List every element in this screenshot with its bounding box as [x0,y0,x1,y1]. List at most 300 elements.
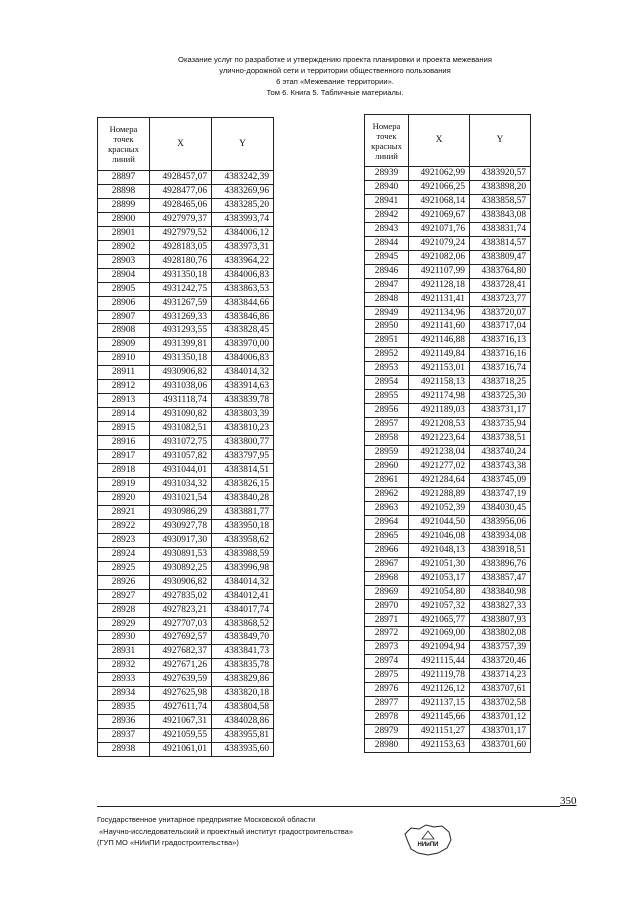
x-coordinate-cell: 4931350,18 [150,268,212,282]
point-number-cell: 28921 [98,505,150,519]
point-number-cell: 28954 [365,376,409,390]
y-coordinate-cell: 4383896,76 [470,557,531,571]
x-coordinate-cell: 4921288,89 [409,487,470,501]
coordinates-table-left [97,117,274,757]
y-coordinate-cell: 4383723,77 [470,292,531,306]
point-number-cell: 28945 [365,250,409,264]
point-number-cell: 28917 [98,450,150,464]
table-row [365,627,531,641]
x-coordinate-cell: 4927625,98 [150,687,212,701]
y-coordinate-cell: 4383964,22 [212,254,274,268]
header-line-2: улично-дорожной сети и территории общественного пользования [219,66,451,75]
x-coordinate-cell: 4927979,37 [150,212,212,226]
y-coordinate-cell: 4384006,12 [212,226,274,240]
point-number-cell: 28962 [365,487,409,501]
point-number-cell: 28920 [98,491,150,505]
y-coordinate-cell: 4383814,51 [212,464,274,478]
x-coordinate-cell: 4928465,06 [150,198,212,212]
col-header-number: Номера точек красных линий [365,115,409,167]
table-row [365,236,531,250]
x-coordinate-cell: 4921153,63 [409,739,470,753]
y-coordinate-cell: 4383835,78 [212,659,274,673]
point-number-cell: 28936 [98,715,150,729]
point-number-cell: 28953 [365,362,409,376]
table-row [365,585,531,599]
y-coordinate-cell: 4383840,98 [470,585,531,599]
point-number-cell: 28910 [98,352,150,366]
y-coordinate-cell: 4383802,08 [470,627,531,641]
table-row [365,264,531,278]
y-coordinate-cell: 4383996,98 [212,561,274,575]
org-line-3: (ГУП МО «НИиПИ градостроительства») [97,838,239,847]
y-coordinate-cell: 4383993,74 [212,212,274,226]
table-row [98,701,274,715]
point-number-cell: 28919 [98,477,150,491]
y-coordinate-cell: 4383956,06 [470,515,531,529]
y-coordinate-cell: 4383701,17 [470,725,531,739]
y-coordinate-cell: 4383918,51 [470,543,531,557]
y-coordinate-cell: 4383716,16 [470,348,531,362]
col-header-number: Номера точек красных линий [98,118,150,171]
table-row [98,645,274,659]
point-number-cell: 28904 [98,268,150,282]
x-coordinate-cell: 4921189,03 [409,404,470,418]
table-row [98,226,274,240]
y-coordinate-cell: 4383858,57 [470,194,531,208]
y-coordinate-cell: 4383702,58 [470,697,531,711]
point-number-cell: 28973 [365,641,409,655]
point-number-cell: 28960 [365,460,409,474]
x-coordinate-cell: 4921067,31 [150,715,212,729]
col-header-y: Y [212,118,274,171]
table-row [365,711,531,725]
y-coordinate-cell: 4383717,04 [470,320,531,334]
point-number-cell: 28975 [365,669,409,683]
table-row [98,268,274,282]
point-number-cell: 28918 [98,464,150,478]
table-row [98,171,274,185]
table-row [98,254,274,268]
y-coordinate-cell: 4383720,46 [470,655,531,669]
point-number-cell: 28957 [365,418,409,432]
point-number-cell: 28969 [365,585,409,599]
x-coordinate-cell: 4921052,39 [409,501,470,515]
y-coordinate-cell: 4384006,83 [212,352,274,366]
table-row [365,376,531,390]
table-row [98,464,274,478]
col-header-x: X [409,115,470,167]
y-coordinate-cell: 4383725,30 [470,390,531,404]
y-coordinate-cell: 4383841,73 [212,645,274,659]
point-number-cell: 28964 [365,515,409,529]
org-line-2: «Научно-исследовательский и проектный институт градостроительства» [99,826,353,836]
table-row [365,278,531,292]
x-coordinate-cell: 4931057,82 [150,450,212,464]
y-coordinate-cell: 4383743,38 [470,460,531,474]
x-coordinate-cell: 4921069,00 [409,627,470,641]
y-coordinate-cell: 4383828,45 [212,324,274,338]
x-coordinate-cell: 4927835,02 [150,589,212,603]
point-number-cell: 28972 [365,627,409,641]
x-coordinate-cell: 4931044,01 [150,464,212,478]
y-coordinate-cell: 4383716,13 [470,334,531,348]
point-number-cell: 28927 [98,589,150,603]
x-coordinate-cell: 4921094,94 [409,641,470,655]
x-coordinate-cell: 4927611,74 [150,701,212,715]
table-row [98,519,274,533]
y-coordinate-cell: 4383857,47 [470,571,531,585]
point-number-cell: 28965 [365,529,409,543]
table-row [98,659,274,673]
point-number-cell: 28932 [98,659,150,673]
point-number-cell: 28978 [365,711,409,725]
table-row [98,547,274,561]
y-coordinate-cell: 4383804,58 [212,701,274,715]
y-coordinate-cell: 4383747,19 [470,487,531,501]
table-row [365,655,531,669]
x-coordinate-cell: 4921071,76 [409,222,470,236]
table-row [365,446,531,460]
y-coordinate-cell: 4383757,39 [470,641,531,655]
table-row [365,515,531,529]
x-coordinate-cell: 4921054,80 [409,585,470,599]
y-coordinate-cell: 4383820,18 [212,687,274,701]
point-number-cell: 28942 [365,208,409,222]
point-number-cell: 28980 [365,739,409,753]
y-coordinate-cell: 4383958,62 [212,533,274,547]
y-coordinate-cell: 4383718,25 [470,376,531,390]
point-number-cell: 28911 [98,366,150,380]
y-coordinate-cell: 4383988,59 [212,547,274,561]
table-row [98,380,274,394]
logo-text: НИиПИ [417,842,439,848]
point-number-cell: 28976 [365,683,409,697]
x-coordinate-cell: 4928457,07 [150,171,212,185]
y-coordinate-cell: 4383716,74 [470,362,531,376]
x-coordinate-cell: 4931090,82 [150,408,212,422]
point-number-cell: 28947 [365,278,409,292]
point-number-cell: 28902 [98,240,150,254]
y-coordinate-cell: 4383863,53 [212,282,274,296]
x-coordinate-cell: 4921208,53 [409,418,470,432]
x-coordinate-cell: 4930892,25 [150,561,212,575]
table-row [98,477,274,491]
y-coordinate-cell: 4383738,51 [470,432,531,446]
point-number-cell: 28933 [98,673,150,687]
y-coordinate-cell: 4383814,57 [470,236,531,250]
x-coordinate-cell: 4921062,99 [409,167,470,181]
table-row [98,743,274,757]
point-number-cell: 28935 [98,701,150,715]
y-coordinate-cell: 4383868,52 [212,617,274,631]
x-coordinate-cell: 4921115,44 [409,655,470,669]
table-row [365,404,531,418]
table-row [98,491,274,505]
point-number-cell: 28931 [98,645,150,659]
x-coordinate-cell: 4930906,82 [150,575,212,589]
x-coordinate-cell: 4931269,33 [150,310,212,324]
x-coordinate-cell: 4921107,99 [409,264,470,278]
point-number-cell: 28924 [98,547,150,561]
point-number-cell: 28898 [98,184,150,198]
table-row [365,571,531,585]
table-row [98,729,274,743]
x-coordinate-cell: 4927671,26 [150,659,212,673]
point-number-cell: 28940 [365,180,409,194]
point-number-cell: 28955 [365,390,409,404]
col-header-x: X [150,118,212,171]
y-coordinate-cell: 4383844,66 [212,296,274,310]
point-number-cell: 28949 [365,306,409,320]
x-coordinate-cell: 4931267,59 [150,296,212,310]
y-coordinate-cell: 4383740,24 [470,446,531,460]
table-row [98,422,274,436]
point-number-cell: 28977 [365,697,409,711]
x-coordinate-cell: 4931038,06 [150,380,212,394]
point-number-cell: 28901 [98,226,150,240]
x-coordinate-cell: 4921141,60 [409,320,470,334]
x-coordinate-cell: 4921082,06 [409,250,470,264]
table-row [365,697,531,711]
y-coordinate-cell: 4383800,77 [212,436,274,450]
table-row [98,296,274,310]
y-coordinate-cell: 4383803,39 [212,408,274,422]
point-number-cell: 28941 [365,194,409,208]
table-row [365,362,531,376]
point-number-cell: 28959 [365,446,409,460]
x-coordinate-cell: 4927682,37 [150,645,212,659]
table-row [98,436,274,450]
point-number-cell: 28912 [98,380,150,394]
table-row [365,292,531,306]
point-number-cell: 28946 [365,264,409,278]
x-coordinate-cell: 4931072,75 [150,436,212,450]
x-coordinate-cell: 4927692,57 [150,631,212,645]
point-number-cell: 28938 [98,743,150,757]
table-row [365,208,531,222]
point-number-cell: 28950 [365,320,409,334]
y-coordinate-cell: 4383731,17 [470,404,531,418]
x-coordinate-cell: 4921145,66 [409,711,470,725]
table-row [365,473,531,487]
y-coordinate-cell: 4383714,23 [470,669,531,683]
x-coordinate-cell: 4921223,64 [409,432,470,446]
table-row [365,306,531,320]
table-row [365,599,531,613]
table-row [365,432,531,446]
table-row [98,505,274,519]
table-row [365,487,531,501]
table-row [365,194,531,208]
point-number-cell: 28897 [98,171,150,185]
table-row [98,324,274,338]
point-number-cell: 28944 [365,236,409,250]
y-coordinate-cell: 4383898,20 [470,180,531,194]
x-coordinate-cell: 4921079,24 [409,236,470,250]
y-coordinate-cell: 4383735,94 [470,418,531,432]
y-coordinate-cell: 4383807,93 [470,613,531,627]
point-number-cell: 28934 [98,687,150,701]
y-coordinate-cell: 4383728,41 [470,278,531,292]
y-coordinate-cell: 4383701,60 [470,739,531,753]
x-coordinate-cell: 4921051,30 [409,557,470,571]
x-coordinate-cell: 4921238,04 [409,446,470,460]
x-coordinate-cell: 4928183,05 [150,240,212,254]
y-coordinate-cell: 4383881,77 [212,505,274,519]
table-row [365,418,531,432]
table-row [365,250,531,264]
point-number-cell: 28948 [365,292,409,306]
table-row [98,450,274,464]
organization-info [97,814,353,849]
x-coordinate-cell: 4928180,76 [150,254,212,268]
table-row [365,557,531,571]
y-coordinate-cell: 4383934,08 [470,529,531,543]
y-coordinate-cell: 4383809,47 [470,250,531,264]
y-coordinate-cell: 4384006,83 [212,268,274,282]
y-coordinate-cell: 4383970,00 [212,338,274,352]
x-coordinate-cell: 4921146,88 [409,334,470,348]
x-coordinate-cell: 4921048,13 [409,543,470,557]
y-coordinate-cell: 4383831,74 [470,222,531,236]
y-coordinate-cell: 4383707,61 [470,683,531,697]
y-coordinate-cell: 4383935,60 [212,743,274,757]
x-coordinate-cell: 4928477,06 [150,184,212,198]
x-coordinate-cell: 4927639,59 [150,673,212,687]
table-row [98,282,274,296]
col-header-y: Y [470,115,531,167]
point-number-cell: 28974 [365,655,409,669]
table-row [98,673,274,687]
table-row [98,212,274,226]
x-coordinate-cell: 4930891,53 [150,547,212,561]
table-row [98,408,274,422]
table-row [98,631,274,645]
point-number-cell: 28906 [98,296,150,310]
x-coordinate-cell: 4921158,13 [409,376,470,390]
point-number-cell: 28925 [98,561,150,575]
coordinates-table-right [364,114,531,753]
y-coordinate-cell: 4383810,23 [212,422,274,436]
point-number-cell: 28970 [365,599,409,613]
x-coordinate-cell: 4927823,21 [150,603,212,617]
x-coordinate-cell: 4931293,55 [150,324,212,338]
point-number-cell: 28958 [365,432,409,446]
table-row [365,683,531,697]
y-coordinate-cell: 4383701,12 [470,711,531,725]
footer-divider [97,806,560,807]
page-number: 350 [560,795,577,807]
institute-logo-icon [402,822,454,858]
y-coordinate-cell: 4383745,09 [470,473,531,487]
point-number-cell: 28926 [98,575,150,589]
point-number-cell: 28952 [365,348,409,362]
point-number-cell: 28900 [98,212,150,226]
x-coordinate-cell: 4921057,32 [409,599,470,613]
y-coordinate-cell: 4383720,07 [470,306,531,320]
point-number-cell: 28922 [98,519,150,533]
table-row [98,310,274,324]
table-row [98,366,274,380]
x-coordinate-cell: 4921119,78 [409,669,470,683]
point-number-cell: 28939 [365,167,409,181]
header-line-4: Том 6. Книга 5. Табличные материалы. [266,88,404,97]
point-number-cell: 28907 [98,310,150,324]
y-coordinate-cell: 4383973,31 [212,240,274,254]
x-coordinate-cell: 4930917,30 [150,533,212,547]
x-coordinate-cell: 4921277,02 [409,460,470,474]
point-number-cell: 28967 [365,557,409,571]
x-coordinate-cell: 4921284,64 [409,473,470,487]
x-coordinate-cell: 4921066,25 [409,180,470,194]
point-number-cell: 28914 [98,408,150,422]
y-coordinate-cell: 4383797,95 [212,450,274,464]
point-number-cell: 28916 [98,436,150,450]
x-coordinate-cell: 4930906,82 [150,366,212,380]
x-coordinate-cell: 4921126,12 [409,683,470,697]
y-coordinate-cell: 4383269,96 [212,184,274,198]
table-row [365,641,531,655]
point-number-cell: 28913 [98,394,150,408]
table-row [98,394,274,408]
point-number-cell: 28909 [98,338,150,352]
y-coordinate-cell: 4384012,41 [212,589,274,603]
point-number-cell: 28899 [98,198,150,212]
point-number-cell: 28951 [365,334,409,348]
table-row [365,334,531,348]
header-line-1: Оказание услуг по разработке и утверждению проекта планировки и проекта межевания [178,55,492,64]
y-coordinate-cell: 4383826,15 [212,477,274,491]
table-row [98,533,274,547]
y-coordinate-cell: 4383955,81 [212,729,274,743]
point-number-cell: 28961 [365,473,409,487]
table-row [98,352,274,366]
point-number-cell: 28908 [98,324,150,338]
table-row [98,561,274,575]
y-coordinate-cell: 4383846,86 [212,310,274,324]
x-coordinate-cell: 4921128,18 [409,278,470,292]
point-number-cell: 28979 [365,725,409,739]
table-row [365,725,531,739]
point-number-cell: 28963 [365,501,409,515]
x-coordinate-cell: 4931118,74 [150,394,212,408]
x-coordinate-cell: 4930927,78 [150,519,212,533]
y-coordinate-cell: 4383764,80 [470,264,531,278]
table-row [98,617,274,631]
table-row [365,669,531,683]
y-coordinate-cell: 4384028,86 [212,715,274,729]
y-coordinate-cell: 4383242,39 [212,171,274,185]
table-row [365,543,531,557]
x-coordinate-cell: 4921053,17 [409,571,470,585]
table-row [365,167,531,181]
point-number-cell: 28956 [365,404,409,418]
table-row [365,390,531,404]
x-coordinate-cell: 4927979,52 [150,226,212,240]
x-coordinate-cell: 4931021,54 [150,491,212,505]
table-row [98,198,274,212]
table-row [98,715,274,729]
y-coordinate-cell: 4383920,57 [470,167,531,181]
x-coordinate-cell: 4931242,75 [150,282,212,296]
table-row [365,348,531,362]
table-row [365,529,531,543]
y-coordinate-cell: 4383829,86 [212,673,274,687]
x-coordinate-cell: 4921061,01 [150,743,212,757]
x-coordinate-cell: 4921069,67 [409,208,470,222]
table-row [98,589,274,603]
table-row [98,575,274,589]
